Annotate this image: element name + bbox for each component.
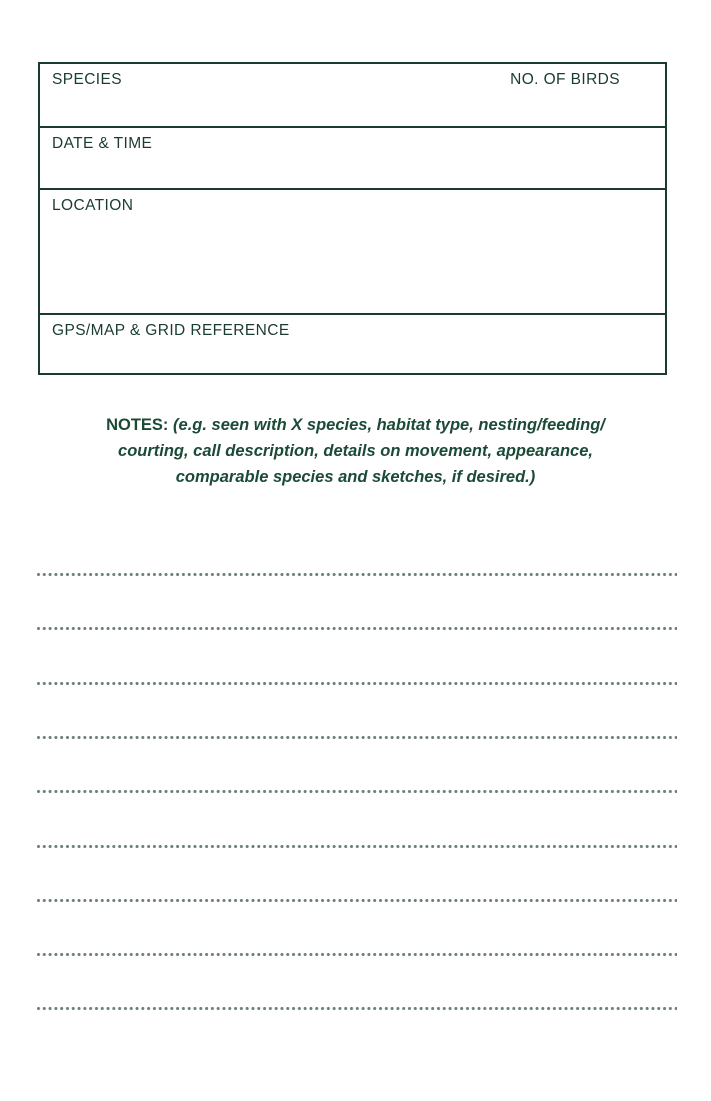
ruled-line xyxy=(36,898,677,903)
table-row-species xyxy=(40,64,665,126)
ruled-line xyxy=(36,844,677,849)
notes-hint-line-1: (e.g. seen with X species, habitat type, nesting/feeding/ xyxy=(173,416,605,434)
no-of-birds-label: NO. OF BIRDS xyxy=(510,71,620,88)
location-label: LOCATION xyxy=(52,197,134,214)
table-row-gps-grid-reference xyxy=(40,313,665,373)
observation-table xyxy=(38,62,667,375)
ruled-line xyxy=(36,789,677,794)
species-label: SPECIES xyxy=(52,71,122,88)
table-row-date-time xyxy=(40,126,665,188)
notes-instructions xyxy=(46,412,666,490)
table-row-location xyxy=(40,188,665,313)
notes-heading: NOTES: xyxy=(106,416,169,434)
ruled-line xyxy=(36,1006,677,1011)
ruled-line xyxy=(36,572,677,577)
notes-hint-line-2: courting, call description, details on movement, appearance, xyxy=(118,442,593,460)
ruled-line xyxy=(36,626,677,631)
ruled-lines-area xyxy=(36,572,677,1022)
ruled-line xyxy=(36,952,677,957)
notes-line xyxy=(46,412,666,438)
notes-hint-line-3: comparable species and sketches, if desired.) xyxy=(175,468,536,486)
ruled-line xyxy=(36,681,677,686)
ruled-line xyxy=(36,735,677,740)
date-time-label: DATE & TIME xyxy=(52,135,153,152)
gps-grid-reference-label: GPS/MAP & GRID REFERENCE xyxy=(52,322,290,339)
